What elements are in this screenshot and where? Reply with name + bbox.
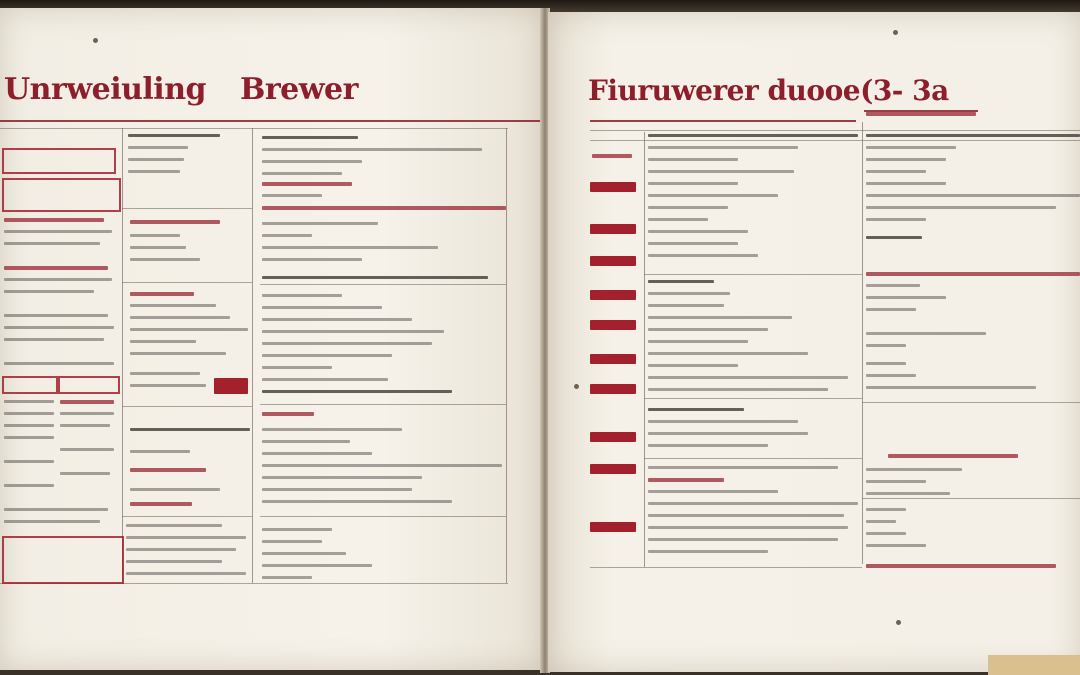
left-col3-text-20 — [262, 378, 388, 381]
left-col3-text-18 — [262, 354, 392, 357]
right-col2-rule-1 — [644, 274, 862, 275]
left-col3-text-19 — [262, 366, 332, 369]
left-col1-text-4 — [4, 266, 108, 270]
left-col3-text-2 — [262, 148, 482, 151]
right-col2-rule-2 — [644, 398, 862, 399]
right-col2-text-20 — [648, 376, 848, 379]
binding-pin — [574, 384, 579, 389]
left-col3-text-12 — [262, 276, 488, 279]
right-col3-text-3 — [866, 146, 956, 149]
right-col2-text-8 — [648, 218, 708, 221]
left-col3-text-3 — [262, 160, 362, 163]
left-col1-text-22 — [4, 508, 108, 511]
right-col2-text-1 — [648, 134, 858, 137]
right-col2-text-15 — [648, 316, 792, 319]
left-col1-stamp-2 — [2, 178, 121, 212]
right-col2-text-9 — [648, 230, 748, 233]
left-column-divider-2 — [252, 128, 253, 583]
left-col3-text-14 — [262, 306, 382, 309]
left-col3-text-29 — [262, 500, 452, 503]
left-col3-text-9 — [262, 234, 312, 237]
left-col3-text-32 — [262, 552, 346, 555]
left-col3-text-6 — [262, 194, 322, 197]
right-col3-text-10 — [866, 236, 922, 239]
right-table-top-rule — [590, 130, 1080, 131]
left-col2-text-20 — [130, 488, 220, 491]
left-col2-text-8 — [130, 258, 200, 261]
left-col3-text-16 — [262, 330, 444, 333]
right-col3-text-2 — [866, 134, 1080, 137]
right-col2-text-3 — [648, 158, 738, 161]
left-col2-text-24 — [126, 548, 236, 551]
left-col1-text-18 — [60, 448, 114, 451]
right-row-label-11 — [590, 522, 636, 532]
right-col2-text-31 — [648, 526, 848, 529]
right-col3-text-4 — [866, 158, 946, 161]
left-col2-red-block — [214, 378, 248, 394]
left-col3-text-30 — [262, 528, 332, 531]
left-col2-text-3 — [128, 158, 184, 161]
left-col2-text-14 — [130, 352, 226, 355]
left-col1-text-23 — [4, 520, 100, 523]
right-col2-text-29 — [648, 502, 858, 505]
binding-pin — [896, 620, 901, 625]
binding-pin — [893, 30, 898, 35]
left-col1-text-7 — [4, 314, 108, 317]
left-col1-text-5 — [4, 278, 112, 281]
right-col3-text-25 — [866, 520, 896, 523]
left-col2-rule-4 — [122, 516, 252, 517]
left-col1-text-14 — [60, 412, 114, 415]
left-col1-text-6 — [4, 290, 94, 293]
left-col2-text-17 — [130, 428, 250, 431]
right-title-rule — [590, 120, 856, 122]
left-col2-text-2 — [128, 146, 188, 149]
left-col2-text-10 — [130, 304, 216, 307]
left-col3-rule-1 — [260, 284, 506, 285]
right-col3-text-8 — [866, 206, 1056, 209]
right-col2-text-21 — [648, 388, 828, 391]
left-col2-text-19 — [130, 468, 206, 472]
right-column-divider-1 — [644, 132, 645, 567]
left-col2-text-5 — [130, 220, 220, 224]
right-row-label-5 — [590, 290, 636, 300]
left-col3-text-1 — [262, 136, 358, 139]
right-col2-text-14 — [648, 304, 724, 307]
left-col3-text-22 — [262, 412, 314, 416]
binding-pin — [93, 38, 98, 43]
left-col1-text-16 — [60, 424, 110, 427]
right-col3-text-13 — [866, 296, 946, 299]
left-col3-text-5 — [262, 182, 352, 186]
right-col3-text-19 — [866, 386, 1036, 389]
right-col2-text-13 — [648, 292, 730, 295]
right-col3-text-9 — [866, 218, 926, 221]
right-col3-text-12 — [866, 284, 920, 287]
left-col1-text-19 — [4, 460, 54, 463]
left-col2-text-9 — [130, 292, 194, 296]
right-col3-text-18 — [866, 374, 916, 377]
left-col1-text-17 — [4, 436, 54, 439]
right-col2-text-7 — [648, 206, 728, 209]
right-row-label-9 — [590, 432, 636, 442]
left-col3-text-23 — [262, 428, 402, 431]
left-col3-text-21 — [262, 390, 452, 393]
right-page — [548, 12, 1080, 672]
left-col3-text-8 — [262, 222, 378, 225]
left-col2-text-23 — [126, 536, 246, 539]
left-col1-text-1 — [4, 218, 104, 222]
right-col3-text-23 — [866, 492, 950, 495]
left-col1-text-9 — [4, 338, 104, 341]
right-col3-text-15 — [866, 332, 986, 335]
left-col3-text-31 — [262, 540, 322, 543]
right-col3-text-22 — [866, 480, 926, 483]
left-col1-stamp-1 — [2, 148, 116, 174]
left-col2-text-6 — [130, 234, 180, 237]
left-title-word-2: Brewer — [239, 72, 358, 107]
right-col3-text-20 — [888, 454, 1018, 458]
left-col3-text-10 — [262, 246, 438, 249]
right-col3-text-21 — [866, 468, 962, 471]
left-col3-rule-2 — [260, 404, 506, 405]
left-column-divider-1 — [122, 128, 123, 583]
left-col3-text-27 — [262, 476, 422, 479]
left-col2-text-15 — [130, 372, 200, 375]
right-col3-text-28 — [866, 564, 1056, 568]
right-row-label-8 — [590, 384, 636, 394]
left-col1-stamp-3 — [2, 376, 58, 394]
right-row-label-3 — [590, 224, 636, 234]
right-col2-text-4 — [648, 170, 794, 173]
right-col2-rule-3 — [644, 458, 862, 459]
right-col3-text-17 — [866, 362, 906, 365]
left-page — [0, 8, 546, 670]
left-col3-text-24 — [262, 440, 350, 443]
left-col1-text-15 — [4, 424, 54, 427]
left-col3-text-13 — [262, 294, 342, 297]
right-row-label-2 — [590, 182, 636, 192]
right-col2-text-32 — [648, 538, 838, 541]
right-col2-text-30 — [648, 514, 844, 517]
left-col3-text-15 — [262, 318, 412, 321]
right-col3-text-26 — [866, 532, 906, 535]
left-col1-text-11 — [4, 400, 54, 403]
right-row-label-7 — [590, 354, 636, 364]
left-col3-text-33 — [262, 564, 372, 567]
right-col2-text-10 — [648, 242, 738, 245]
left-col2-text-11 — [130, 316, 230, 319]
left-col3-text-28 — [262, 488, 412, 491]
right-col2-text-19 — [648, 364, 738, 367]
right-col3-text-14 — [866, 308, 916, 311]
left-col2-text-4 — [128, 170, 180, 173]
right-col2-text-27 — [648, 478, 724, 482]
right-row-label-10 — [590, 464, 636, 474]
left-title-rule — [0, 120, 540, 122]
right-col2-text-18 — [648, 352, 808, 355]
right-col2-text-24 — [648, 432, 808, 435]
right-col2-text-17 — [648, 340, 748, 343]
right-col2-text-11 — [648, 254, 758, 257]
left-col2-text-12 — [130, 328, 248, 331]
left-col2-text-25 — [126, 560, 222, 563]
right-col2-text-5 — [648, 182, 738, 185]
right-col2-text-33 — [648, 550, 768, 553]
right-col3-text-5 — [866, 170, 926, 173]
left-page-title — [4, 72, 358, 107]
right-col2-text-23 — [648, 420, 798, 423]
left-col3-text-17 — [262, 342, 432, 345]
left-col1-text-21 — [4, 484, 54, 487]
right-col2-text-6 — [648, 194, 778, 197]
right-row-label-1 — [592, 154, 632, 158]
left-col2-text-18 — [130, 450, 190, 453]
left-col2-text-26 — [126, 572, 246, 575]
right-row-label-4 — [590, 256, 636, 266]
right-col2-text-28 — [648, 490, 778, 493]
page-edge-bottom — [988, 655, 1080, 675]
right-col3-rule-2 — [862, 498, 1080, 499]
right-table-header-rule — [590, 140, 1080, 141]
left-title-word-1: Unrweiuling — [4, 72, 206, 107]
right-col3-text-27 — [866, 544, 926, 547]
right-col3-text-16 — [866, 344, 906, 347]
left-col2-rule-3 — [122, 406, 252, 407]
left-col1-text-20 — [60, 472, 110, 475]
right-row-label-6 — [590, 320, 636, 330]
right-col2-text-12 — [648, 280, 714, 283]
left-col1-text-8 — [4, 326, 114, 329]
right-col3-rule-1 — [862, 402, 1080, 403]
right-col2-text-26 — [648, 466, 838, 469]
right-table-bottom-rule — [590, 567, 862, 568]
left-col1-text-12 — [60, 400, 114, 404]
left-header-rule — [0, 128, 508, 129]
right-page-title: Fiuruwerer duooe(3- 3a — [588, 74, 949, 107]
right-col3-text-11 — [866, 272, 1080, 276]
right-col2-text-16 — [648, 328, 768, 331]
left-col3-rule-3 — [260, 516, 506, 517]
left-col1-stamp-5 — [2, 536, 124, 584]
left-col3-text-11 — [262, 258, 362, 261]
left-col2-text-22 — [126, 524, 222, 527]
left-col3-text-34 — [262, 576, 312, 579]
right-col2-text-2 — [648, 146, 798, 149]
left-col1-text-10 — [4, 362, 114, 365]
left-col3-text-26 — [262, 464, 502, 467]
left-col2-text-7 — [130, 246, 186, 249]
left-col3-text-7 — [262, 206, 506, 210]
left-col2-text-16 — [130, 384, 206, 387]
right-col2-text-22 — [648, 408, 744, 411]
left-col2-text-1 — [128, 134, 220, 137]
left-col3-text-4 — [262, 172, 342, 175]
left-column-divider-3 — [506, 128, 507, 583]
right-col2-text-25 — [648, 444, 768, 447]
left-col1-stamp-4 — [58, 376, 120, 394]
left-col2-rule-1 — [122, 208, 252, 209]
right-col3-text-6 — [866, 182, 946, 185]
left-col2-text-13 — [130, 340, 196, 343]
right-col3-text-24 — [866, 508, 906, 511]
left-col1-text-13 — [4, 412, 54, 415]
right-col3-text-7 — [866, 194, 1080, 197]
left-col2-text-21 — [130, 502, 192, 506]
left-col3-text-25 — [262, 452, 372, 455]
left-col2-rule-2 — [122, 282, 252, 283]
left-col1-text-2 — [4, 230, 112, 233]
right-col3-text-1 — [866, 112, 976, 116]
left-col1-text-3 — [4, 242, 100, 245]
